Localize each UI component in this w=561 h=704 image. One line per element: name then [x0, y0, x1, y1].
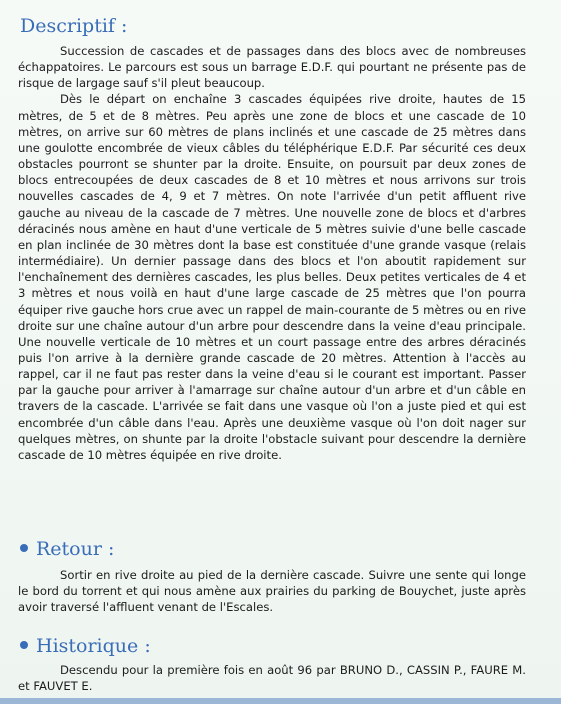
retour-paragraph-1: Sortir en rive droite au pied de la dernière cascade. Suivre une sente qui longe le bord du torrent et qui nous amène aux prairies du parking de Bouychet, juste après avoir traversé l'affluent venant de l'Escales.: [18, 568, 526, 615]
historique-heading-row: [20, 635, 151, 657]
descriptif-paragraph-2: Dès le départ on enchaîne 3 cascades équipées rive droite, hautes de 15 mètres, de 5 et de 8 mètres. Peu après une zone de blocs et une cascade de 10 mètres, on arrive sur 60 mètres de plans inclinés et une cascade de 25 mètres dans une goulotte encombrée de vieux câbles du téléphérique E.D.F. Par sécurité ces deux obstacles pourront se shunter par la droite. Ensuite, on poursuit par deux zones de blocs entrecoupées de deux cascades de 8 et 10 mètres et nous arrivons sur trois nouvelles cascades de 4, 9 et 7 mètres. On note l'arrivée d'un petit affluent rive gauche au niveau de la cascade de 7 mètres. Une nouvelle zone de blocs et d'arbres déracinés nous amène en haut d'une verticale de 5 mètres suivie d'une belle cascade en plan inclinée de 30 mètres dont la base est constituée d'une grande vasque (relais intermédiaire). Un dernier passage dans des blocs et l'on aboutit rapidement sur l'enchaînement des dernières cascades, les plus belles. Deux petites verticales de 4 et 3 mètres et nous voilà en haut d'une large cascade de 25 mètres que l'on pourra équiper rive gauche hors crue avec un rappel de main-courante de 5 mètres ou en rive droite sur une chaîne autour d'un arbre pour descendre dans la veine d'eau principale. Une nouvelle verticale de 10 mètres et un court passage entre des arbres déracinés puis l'on arrive à la dernière grande cascade de 20 mètres. Attention à l'accès au rappel, car il ne faut pas rester dans la veine d'eau si le courant est important. Passer par la gauche pour arriver à l'amarrage sur chaîne autour d'un arbre et d'un câble en travers de la cascade. L'arrivée se fait dans une vasque où l'on a juste pied et qui est encombrée d'un câble dans l'eau. Après une deuxième vasque où l'on doit nager sur quelques mètres, on shunte par la droite l'obstacle suivant pour descendre la dernière cascade de 10 mètres équipée en rive droite.: [18, 92, 526, 462]
historique-body: [18, 662, 526, 694]
retour-heading: Retour :: [36, 538, 115, 560]
retour-heading-row: [20, 538, 114, 560]
retour-body: [18, 567, 526, 615]
bottom-border: [0, 698, 561, 704]
historique-heading: Historique :: [36, 635, 151, 657]
bullet-icon: [20, 641, 28, 649]
descriptif-body: [18, 43, 526, 463]
descriptif-heading: Descriptif :: [20, 15, 128, 37]
bullet-icon: [20, 544, 28, 552]
descriptif-paragraph-1: Succession de cascades et de passages dans des blocs avec de nombreuses échappatoires. Le parcours est sous un barrage E.D.F. qui pourtant ne présente pas de risque de largage sauf s'il pleut beaucoup.: [18, 44, 526, 91]
historique-paragraph-1: Descendu pour la première fois en août 96 par BRUNO D., CASSIN P., FAURE M. et FAUVET E.: [18, 663, 526, 694]
